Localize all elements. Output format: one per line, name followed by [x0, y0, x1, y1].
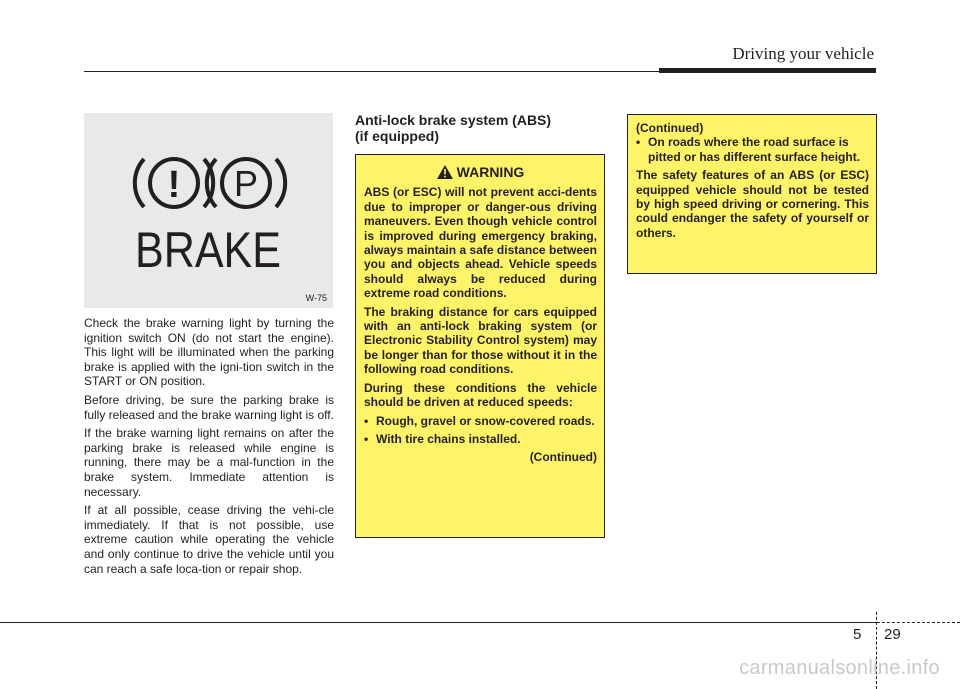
- page-number: 29: [884, 626, 901, 643]
- warning-paragraph: During these conditions the vehicle should be driven at reduced speeds:: [364, 380, 597, 410]
- warning-paragraph: ABS (or ESC) will not prevent acci-dents due to improper or danger-ous driving maneuvers. Even though vehicle control is improved during emergency braking, always maintain a safe distance between you and objects ahead. Vehicle speeds should always be reduced during extreme road conditions.: [364, 185, 597, 301]
- paragraph: If at all possible, cease driving the vehi-cle immediately. If that is not possible, use extreme caution while operating the vehicle and only continue to drive the vehicle until you can reach a safe loca-tion or repair shop.: [84, 503, 334, 576]
- left-column-text: [84, 316, 334, 580]
- watermark: carmanualsonline.info: [739, 657, 940, 679]
- abs-heading: [355, 112, 605, 144]
- warning-title: [364, 165, 597, 179]
- paragraph: If the brake warning light remains on after the parking brake is released while engine is running, there may be a mal-function in the brake system. Immediate attention is necessary.: [84, 426, 334, 499]
- bullet-dot: •: [364, 431, 369, 446]
- abs-heading-line1: Anti-lock brake system (ABS): [355, 112, 552, 128]
- brake-warning-exclamation-icon: [135, 159, 213, 207]
- bullet-dot: •: [364, 413, 369, 428]
- warning-paragraph: The braking distance for cars equipped with an anti-lock braking system (or Electronic Stability Control system) may be longer than for those without it in the following road conditions.: [364, 304, 597, 377]
- continued-paragraph: The safety features of an ABS (or ESC) equipped vehicle should not be tested by high speed driving or cornering. This could endanger the safety of yourself or others.: [636, 168, 869, 240]
- warning-title-text: WARNING: [456, 164, 525, 180]
- bullet-text: On roads where the road surface is pitted or has different surface height.: [648, 135, 861, 164]
- warning-bullet: [364, 432, 597, 446]
- warning-bullet: [364, 414, 597, 428]
- continued-label: (Continued): [636, 121, 704, 135]
- brake-warning-illustration: [84, 113, 333, 308]
- warning-triangle-icon: [437, 165, 453, 179]
- figure-code: W-75: [305, 293, 327, 303]
- bullet-text: Rough, gravel or snow-covered roads.: [376, 413, 595, 428]
- header-section-title: Driving your vehicle: [732, 44, 874, 63]
- header-rule-accent: [659, 68, 876, 73]
- paragraph: Check the brake warning light by turning the ignition switch ON (do not start the engine). This light will be illuminated when the parking brake is applied with the igni-tion switch in the START or ON position.: [84, 316, 334, 389]
- exclamation-symbol: !: [167, 164, 181, 206]
- bullet-dot: •: [636, 135, 641, 150]
- abs-heading-line2: (if equipped): [355, 128, 439, 144]
- footer-rule-solid: [0, 622, 876, 623]
- warning-box: [355, 154, 605, 538]
- continued-warning-box: [627, 114, 877, 274]
- parking-symbol: P: [233, 163, 259, 204]
- brake-warning-figure: [84, 113, 333, 308]
- continued-bullet: [636, 135, 869, 164]
- bullet-text: With tire chains installed.: [376, 431, 521, 446]
- warning-continued: (Continued): [529, 450, 597, 465]
- brake-word: BRAKE: [135, 222, 281, 278]
- paragraph: Before driving, be sure the parking brake is fully released and the brake warning light is off.: [84, 392, 334, 422]
- chapter-number: 5: [853, 626, 862, 643]
- parking-brake-p-icon: [207, 159, 285, 207]
